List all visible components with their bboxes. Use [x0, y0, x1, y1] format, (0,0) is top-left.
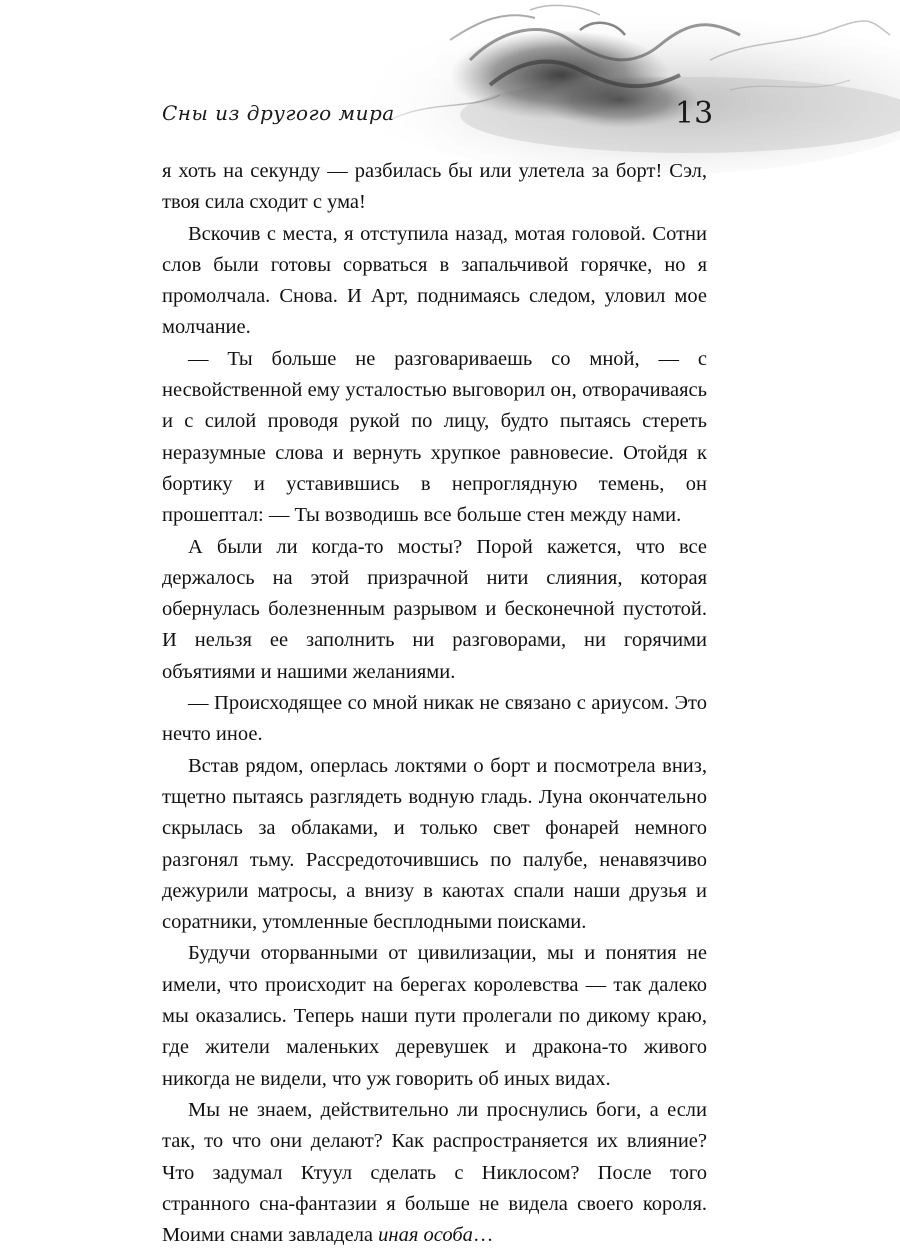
paragraph: Будучи оторванными от цивилизации, мы и понятия не имели, что происходит на берегах королевства — так далеко мы оказались. Теперь наши пути пролегали по дикому краю, где жители маленьких деревушек и дракона-то живого никогда не видели, что уж говорить об иных видах.: [162, 942, 707, 1090]
paragraph-tail: …: [472, 1224, 494, 1247]
paragraph-text: Мы не знаем, действительно ли проснулись боги, а если так, то что они делают? Как распространяется их влияние? Что задумал Ктуул сделать с Никлосом? После того странного сна-фантазии я больше не видела своего короля. Моими снами завладела: [162, 1098, 707, 1247]
italic-phrase: иная особа: [378, 1224, 473, 1247]
paragraph: я хоть на секунду — разбилась бы или улетела за борт! Сэл, твоя сила сходит с ума!: [162, 160, 707, 214]
running-title: Сны из другого мира: [162, 101, 395, 125]
paragraph: — Происходящее со мной никак не связано с ариусом. Это нечто иное.: [162, 692, 707, 746]
paragraph: А были ли когда-то мосты? Порой кажется, что все держалось на этой призрачной нити слияния, которая обернулась болезненным разрывом и бесконечной пустотой. И нельзя ее заполнить ни разговорами, ни горячими объятиями и нашими желаниями.: [162, 535, 707, 683]
paragraph: Встав рядом, оперлась локтями о борт и посмотрела вниз, тщетно пытаясь разглядеть водную гладь. Луна окончательно скрылась за облаками, и только свет фонарей немного разгонял тьму. Рассредоточившись по палубе, ненавязчиво дежурили матросы, а внизу в каютах спали наши друзья и соратники, утомленные бесплодными поисками.: [162, 754, 707, 934]
paragraph: — Ты больше не разговариваешь со мной, — с несвойственной ему усталостью выговорил он, отворачиваясь и с силой проводя рукой по лицу, будто пытаясь стереть неразумные слова и вернуть хрупкое равновесие. Отойдя к бортику и уставившись в непроглядную темень, он прошептал: — Ты возводишь все больше стен между нами.: [162, 347, 707, 527]
paragraph: [162, 1095, 707, 1251]
page-number: 13: [675, 96, 714, 131]
body-text: [162, 156, 707, 1251]
paragraph: Вскочив с места, я отступила назад, мотая головой. Сотни слов были готовы сорваться в запальчивой горячке, но я промолчала. Снова. И Арт, поднимаясь следом, уловил мое молчание.: [162, 222, 707, 339]
ink-smoke-dragon-icon: [330, 0, 900, 160]
